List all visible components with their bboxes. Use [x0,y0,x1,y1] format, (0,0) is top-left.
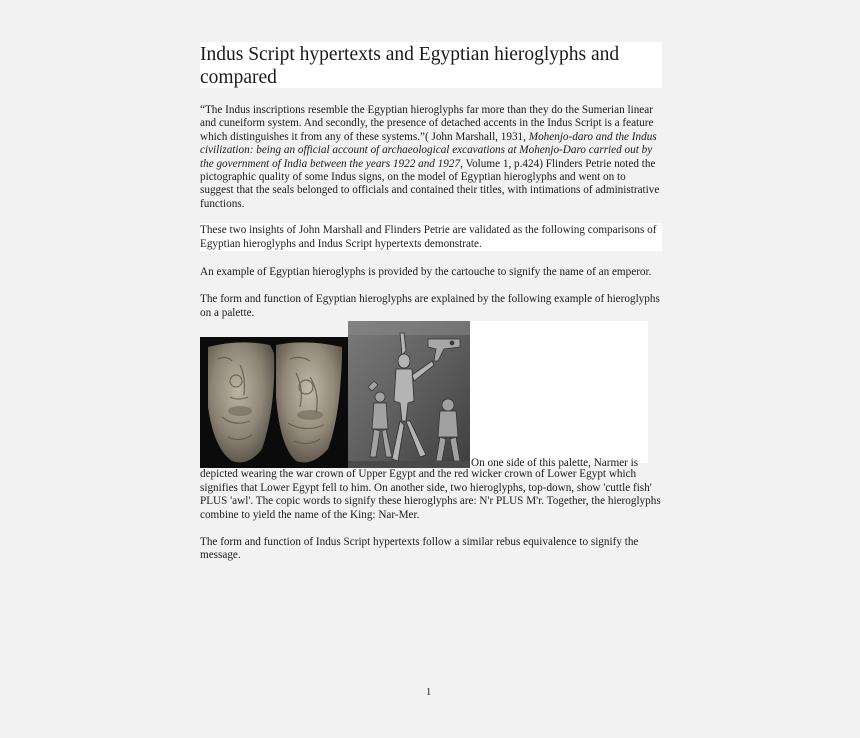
paragraph-insights: These two insights of John Marshall and Flinders Petrie are validated as the following comparisons of Egyptian hieroglyphs and Indus Script hypertexts demonstrate. [200,223,662,251]
document-title: Indus Script hypertexts and Egyptian hieroglyphs and compared [200,44,620,88]
caption-start-text: On one side of this palette, Narmer is [471,457,639,470]
paragraph-marshall-quote [200,104,662,211]
paragraph-narmer-caption: depicted wearing the war crown of Upper Egypt and the red wicker crown of Lower Egypt which signifies that Lower Egypt fell to him. On another side, two hieroglyphs, top-down, show 'cuttle fish' PLUS 'awl'. The copic words to signify these hieroglyphs are: N'r PLUS M'r. Together, the hieroglyphs combine to yield the name of the King: Nar-Mer. [200,468,661,521]
paragraph-text: , Volume 1, p.424) Flinders Petrie noted the pictographic quality of some Indus signs, on the model of Egyptian hieroglyphs and went on to suggest that the seals belonged to officials and contained their titles, with intimations of administrative functions. [200,157,660,210]
book-title-italic: Mohenjo-daro and the Indus civilization: being an official account of archaeological excavations at Mohenjo-Daro carried out by the government of India between the years 1922 and 1927 [200,130,657,170]
paragraph-text: “The Indus inscriptions resemble the Egyptian hieroglyphs far more than they do the Sumerian linear and cuneiform system. And secondly, the presence of detached accents in the Indus Script is a feature which distinguishes it from any of these systems.”( John Marshall, 1931, [200,104,654,143]
title-block [200,42,662,88]
narmer-relief-image [348,321,470,468]
document-page [200,42,662,563]
page-number: 1 [426,687,432,698]
figure-row [200,321,662,469]
narmer-palette-image [200,337,348,468]
paragraph-cartouche: An example of Egyptian hieroglyphs is provided by the cartouche to signify the name of an emperor. [200,266,652,279]
paragraph-indus-rebus: The form and function of Indus Script hypertexts follow a similar rebus equivalence to signify the message. [200,535,639,562]
paragraph-palette-intro: The form and function of Egyptian hieroglyphs are explained by the following example of hieroglyphs on a palette. [200,293,660,319]
